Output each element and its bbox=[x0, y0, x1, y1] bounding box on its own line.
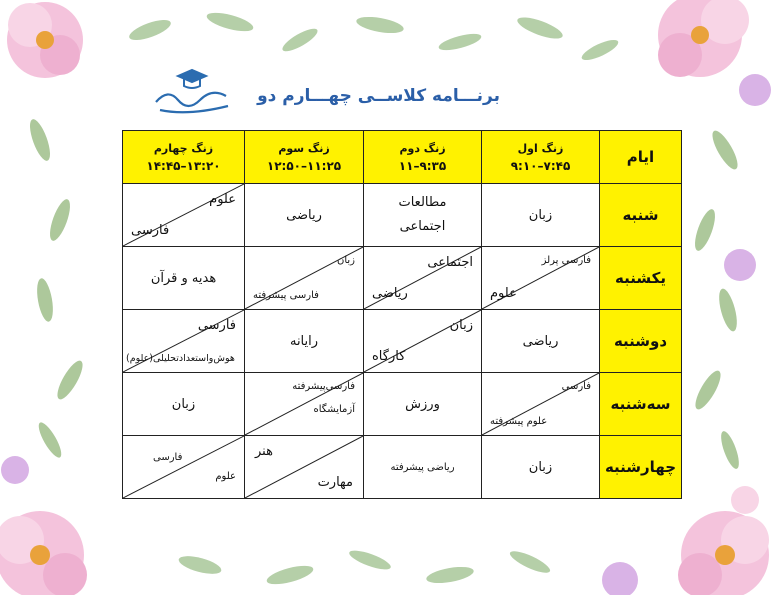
class-cell: هدیه و قرآن bbox=[123, 247, 245, 310]
period-header-2: زنگ دوم ۹:۳۵–۱۱ bbox=[364, 131, 482, 184]
table-row bbox=[123, 184, 682, 247]
leaf-garland-bottom bbox=[177, 547, 553, 588]
class-cell: رایانه bbox=[245, 310, 364, 373]
split-class-cell: زبان کارگاه bbox=[364, 310, 482, 373]
flower-bottom-right bbox=[602, 511, 769, 595]
class-cell: زبان bbox=[123, 373, 245, 436]
day-cell: شنبه bbox=[600, 184, 682, 247]
class-cell: ریاضی bbox=[245, 184, 364, 247]
split-class-cell: فارسی‌پیشرفته آزمایشگاه bbox=[245, 373, 364, 436]
period-header-4: زنگ چهارم ۱۳:۲۰–۱۴:۴۵ bbox=[123, 131, 245, 184]
class-cell: ریاضی پیشرفته bbox=[364, 436, 482, 499]
leaf-garland-left bbox=[26, 117, 87, 460]
class-cell: زبان bbox=[482, 184, 600, 247]
class-cell: مطالعات اجتماعی bbox=[364, 184, 482, 247]
period-header-3: زنگ سوم ۱۱:۲۵–۱۲:۵۰ bbox=[245, 131, 364, 184]
class-cell: ریاضی bbox=[482, 310, 600, 373]
split-class-cell: فارسی علوم bbox=[123, 436, 245, 499]
split-class-cell: فارسی علوم پیشرفته bbox=[482, 373, 600, 436]
header-row bbox=[123, 131, 682, 184]
flower-top-left bbox=[7, 2, 83, 78]
split-class-cell: اجتماعی ریاضی bbox=[364, 247, 482, 310]
day-cell: چهارشنبه bbox=[600, 436, 682, 499]
day-cell: یکشنبه bbox=[600, 247, 682, 310]
leaf-garland-top bbox=[127, 9, 621, 64]
days-header: ایام bbox=[600, 131, 682, 184]
weekly-schedule-table bbox=[122, 130, 682, 499]
class-cell: ورزش bbox=[364, 373, 482, 436]
class-cell: زبان bbox=[482, 436, 600, 499]
table-row bbox=[123, 436, 682, 499]
split-class-cell: هنر مهارت bbox=[245, 436, 364, 499]
period-header-1: زنگ اول ۷:۴۵–۹:۱۰ bbox=[482, 131, 600, 184]
flower-bottom-left bbox=[0, 456, 87, 595]
table-row bbox=[123, 310, 682, 373]
table-row bbox=[123, 373, 682, 436]
flower-top-right bbox=[658, 0, 771, 106]
day-cell: دوشنبه bbox=[600, 310, 682, 373]
table-row bbox=[123, 247, 682, 310]
diagonal-divider bbox=[123, 436, 244, 498]
split-class-cell: فارسی هوش‌واستعدادتحلیلی(علوم) bbox=[123, 310, 245, 373]
split-class-cell: زبان فارسی پیشرفته bbox=[245, 247, 364, 310]
split-class-cell: علوم فارسی bbox=[123, 184, 245, 247]
leaf-garland-right bbox=[691, 127, 743, 470]
page-title: برنـــامه کلاســی چهـــارم دو bbox=[257, 86, 500, 106]
day-cell: سه‌شنبه bbox=[600, 373, 682, 436]
flower-mid-right bbox=[724, 249, 759, 514]
split-class-cell: فارسی پرلز علوم bbox=[482, 247, 600, 310]
